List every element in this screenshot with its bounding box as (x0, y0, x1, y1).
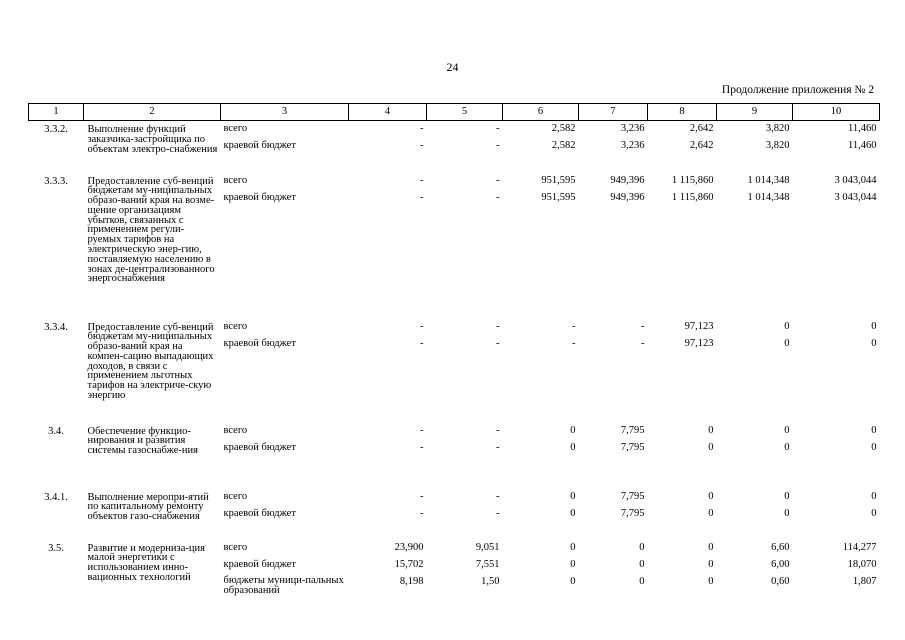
value-cell-col-6 (503, 121, 579, 173)
amount-value: 0 (784, 441, 790, 453)
amount-value: 3,236 (620, 140, 645, 151)
value-cell-col-8 (648, 489, 717, 540)
item-name: Обеспечение функцио-нирования и развития системы газоснабже-ния (87, 425, 198, 457)
value-cell-col-10 (793, 121, 880, 173)
value-cell-col-5 (427, 540, 503, 610)
amount-value: 7,795 (620, 507, 645, 519)
amount-value: 0 (784, 490, 790, 502)
amount-value: 0 (708, 441, 714, 453)
column-number: 7 (579, 104, 648, 121)
amount-value: - (420, 441, 424, 453)
amount-value: 3,820 (765, 140, 790, 151)
item-name: Выполнение меропри-ятий по капитальному ремонту объектов газо-снабжения (87, 491, 209, 523)
value-cell-col-7 (579, 423, 648, 489)
value-cell-col-6 (503, 489, 579, 540)
amount-value: 951,595 (541, 174, 576, 186)
amount-value: 3,236 (620, 123, 645, 134)
amount-value: 0 (708, 541, 714, 553)
item-name: Предоставление суб-венций бюджетам му-ниципальных образо-ваний края на возме-щение организациям убытков, связанных с применением регули-руемых тарифов на электрическую энер-гию, поставляемую населению в зонах де-централизованного энергоснабжения (87, 175, 215, 285)
funding-source-label: краевой бюджет (223, 337, 296, 349)
amount-value: 11,460 (848, 123, 877, 134)
amount-value: 949,396 (610, 174, 645, 186)
amount-value: - (572, 337, 576, 349)
column-number: 1 (29, 104, 84, 121)
amount-value: 23,900 (394, 541, 424, 553)
item-code: 3.4. (48, 425, 64, 437)
continuation-caption: Продолжение приложения № 2 (721, 84, 874, 96)
amount-value: 7,795 (620, 441, 645, 453)
amount-value: 1 115,860 (671, 191, 714, 203)
amount-value: 0 (871, 507, 877, 519)
value-cell-col-10 (793, 173, 880, 319)
amount-value: - (420, 507, 424, 519)
amount-value: - (496, 320, 500, 332)
amount-value: 949,396 (610, 191, 645, 203)
item-code: 3.3.2. (44, 124, 68, 135)
value-cell-col-9 (717, 319, 793, 423)
value-cell-col-8 (648, 423, 717, 489)
table-row (29, 540, 880, 610)
value-cell-col-4 (349, 489, 427, 540)
value-cell-col-5 (427, 423, 503, 489)
value-cell-col-9 (717, 540, 793, 610)
value-cell-col-4 (349, 173, 427, 319)
value-cell-col-7 (579, 489, 648, 540)
amount-value: 0 (784, 320, 790, 332)
amount-value: 3 043,044 (834, 174, 877, 186)
amount-value: 0 (639, 575, 645, 587)
amount-value: 6,60 (771, 541, 790, 553)
amount-value: 0 (570, 558, 576, 570)
funding-source-cell (221, 319, 349, 423)
funding-source-label: всего (223, 320, 248, 332)
funding-source-label: всего (223, 424, 248, 436)
page-number: 24 (446, 60, 459, 74)
amount-value: - (496, 174, 500, 186)
value-cell-col-4 (349, 423, 427, 489)
amount-value: 0 (708, 575, 714, 587)
amount-value: 0 (784, 337, 790, 349)
column-number: 6 (503, 104, 579, 121)
amount-value: - (420, 140, 424, 151)
table-row (29, 319, 880, 423)
amount-value: 18,070 (847, 558, 877, 570)
amount-value: 0 (871, 424, 877, 436)
item-name: Выполнение функций заказчика-застройщика по объектам электро-снабжения (87, 124, 218, 155)
amount-value: 1,807 (852, 575, 877, 587)
value-cell-col-7 (579, 173, 648, 319)
funding-source-cell (221, 540, 349, 610)
value-cell-col-5 (427, 173, 503, 319)
amount-value: - (420, 123, 424, 134)
funding-source-label: краевой бюджет (223, 140, 296, 151)
amount-value: 0 (570, 490, 576, 502)
value-cell-col-4 (349, 319, 427, 423)
amount-value: 0 (871, 441, 877, 453)
column-number: 9 (717, 104, 793, 121)
amount-value: - (496, 140, 500, 151)
funding-source-cell (221, 173, 349, 319)
amount-value: - (641, 337, 645, 349)
amount-value: 0 (570, 541, 576, 553)
table-row (29, 489, 880, 540)
value-cell-col-7 (579, 121, 648, 173)
value-cell-col-10 (793, 319, 880, 423)
amount-value: 2,582 (551, 123, 576, 134)
funding-source-label: краевой бюджет (223, 191, 296, 203)
column-number: 2 (84, 104, 221, 121)
amount-value: 1 014,348 (747, 191, 790, 203)
amount-value: 0,60 (771, 575, 790, 587)
value-cell-col-4 (349, 121, 427, 173)
amount-value: 1,50 (481, 575, 500, 587)
item-name: Предоставление суб-венций бюджетам му-ниципальных образо-ваний края на компен-сацию выпадающих доходов, в связи с применением льготных тарифов на электриче-скую энергию (87, 321, 214, 402)
value-cell-col-8 (648, 173, 717, 319)
value-cell-col-8 (648, 121, 717, 173)
table-row (29, 121, 880, 173)
amount-value: 8,198 (399, 575, 424, 587)
table-row (29, 173, 880, 319)
amount-value: 0 (784, 507, 790, 519)
value-cell-col-6 (503, 173, 579, 319)
amount-value: 1 014,348 (747, 174, 790, 186)
value-cell-col-4 (349, 540, 427, 610)
amount-value: 6,00 (771, 558, 790, 570)
value-cell-col-5 (427, 489, 503, 540)
amount-value: 0 (639, 541, 645, 553)
value-cell-col-8 (648, 319, 717, 423)
amount-value: - (496, 191, 500, 203)
funding-source-cell (221, 121, 349, 173)
amount-value: 0 (708, 424, 714, 436)
column-number: 4 (349, 104, 427, 121)
amount-value: - (420, 490, 424, 502)
value-cell-col-6 (503, 423, 579, 489)
value-cell-col-9 (717, 489, 793, 540)
value-cell-col-7 (579, 319, 648, 423)
amount-value: 7,795 (620, 490, 645, 502)
amount-value: 7,795 (620, 424, 645, 436)
amount-value: 2,642 (689, 140, 714, 151)
amount-value: 0 (871, 320, 877, 332)
column-number: 3 (221, 104, 349, 121)
value-cell-col-6 (503, 540, 579, 610)
value-cell-col-8 (648, 540, 717, 610)
item-name: Развитие и модерниза-ция малой энергетики с использованием инно-вационных технологий (87, 542, 205, 583)
column-number: 10 (793, 104, 880, 121)
funding-source-cell (221, 423, 349, 489)
amount-value: 0 (871, 337, 877, 349)
item-code: 3.4.1. (44, 491, 68, 503)
value-cell-col-6 (503, 319, 579, 423)
amount-value: 7,551 (475, 558, 500, 570)
funding-source-label: краевой бюджет (223, 441, 296, 453)
amount-value: 0 (570, 507, 576, 519)
amount-value: - (420, 320, 424, 332)
funding-source-label: всего (223, 123, 248, 134)
column-number: 8 (648, 104, 717, 121)
amount-value: - (641, 320, 645, 332)
value-cell-col-5 (427, 319, 503, 423)
item-code: 3.3.3. (44, 175, 68, 187)
amount-value: - (496, 441, 500, 453)
amount-value: 11,460 (848, 140, 877, 151)
amount-value: 0 (708, 558, 714, 570)
amount-value: - (420, 174, 424, 186)
value-cell-col-7 (579, 540, 648, 610)
funding-source-label: всего (223, 174, 248, 186)
column-number: 5 (427, 104, 503, 121)
amount-value: 2,642 (689, 123, 714, 134)
amount-value: 97,123 (684, 320, 714, 332)
value-cell-col-9 (717, 121, 793, 173)
amount-value: 0 (784, 424, 790, 436)
amount-value: 951,595 (541, 191, 576, 203)
value-cell-col-10 (793, 423, 880, 489)
column-number-row (29, 104, 880, 121)
amount-value: - (496, 490, 500, 502)
amount-value: - (420, 424, 424, 436)
amount-value: 0 (570, 441, 576, 453)
amount-value: 15,702 (394, 558, 424, 570)
amount-value: - (496, 424, 500, 436)
amount-value: 0 (570, 424, 576, 436)
funding-source-label: краевой бюджет (223, 558, 296, 570)
value-cell-col-5 (427, 121, 503, 173)
amount-value: - (420, 337, 424, 349)
amount-value: 2,582 (551, 140, 576, 151)
item-code: 3.5. (48, 542, 64, 554)
amount-value: 9,051 (475, 541, 500, 553)
value-cell-col-10 (793, 489, 880, 540)
amount-value: 3 043,044 (834, 191, 877, 203)
value-cell-col-9 (717, 423, 793, 489)
amount-value: 0 (639, 558, 645, 570)
value-cell-col-9 (717, 173, 793, 319)
amount-value: - (496, 123, 500, 134)
amount-value: 0 (871, 490, 877, 502)
budget-table (28, 103, 880, 610)
funding-source-label: краевой бюджет (223, 507, 296, 519)
funding-source-label: бюджеты муници-пальных образований (223, 574, 344, 596)
value-cell-col-10 (793, 540, 880, 610)
amount-value: 0 (708, 490, 714, 502)
amount-value: 0 (570, 575, 576, 587)
amount-value: 1 115,860 (671, 174, 714, 186)
funding-source-label: всего (223, 490, 248, 502)
amount-value: 114,277 (842, 541, 877, 553)
amount-value: 97,123 (684, 337, 714, 349)
amount-value: - (496, 337, 500, 349)
amount-value: - (572, 320, 576, 332)
amount-value: - (420, 191, 424, 203)
amount-value: - (496, 507, 500, 519)
item-code: 3.3.4. (44, 321, 68, 333)
amount-value: 0 (708, 507, 714, 519)
funding-source-cell (221, 489, 349, 540)
amount-value: 3,820 (765, 123, 790, 134)
table-row (29, 423, 880, 489)
funding-source-label: всего (223, 541, 248, 553)
